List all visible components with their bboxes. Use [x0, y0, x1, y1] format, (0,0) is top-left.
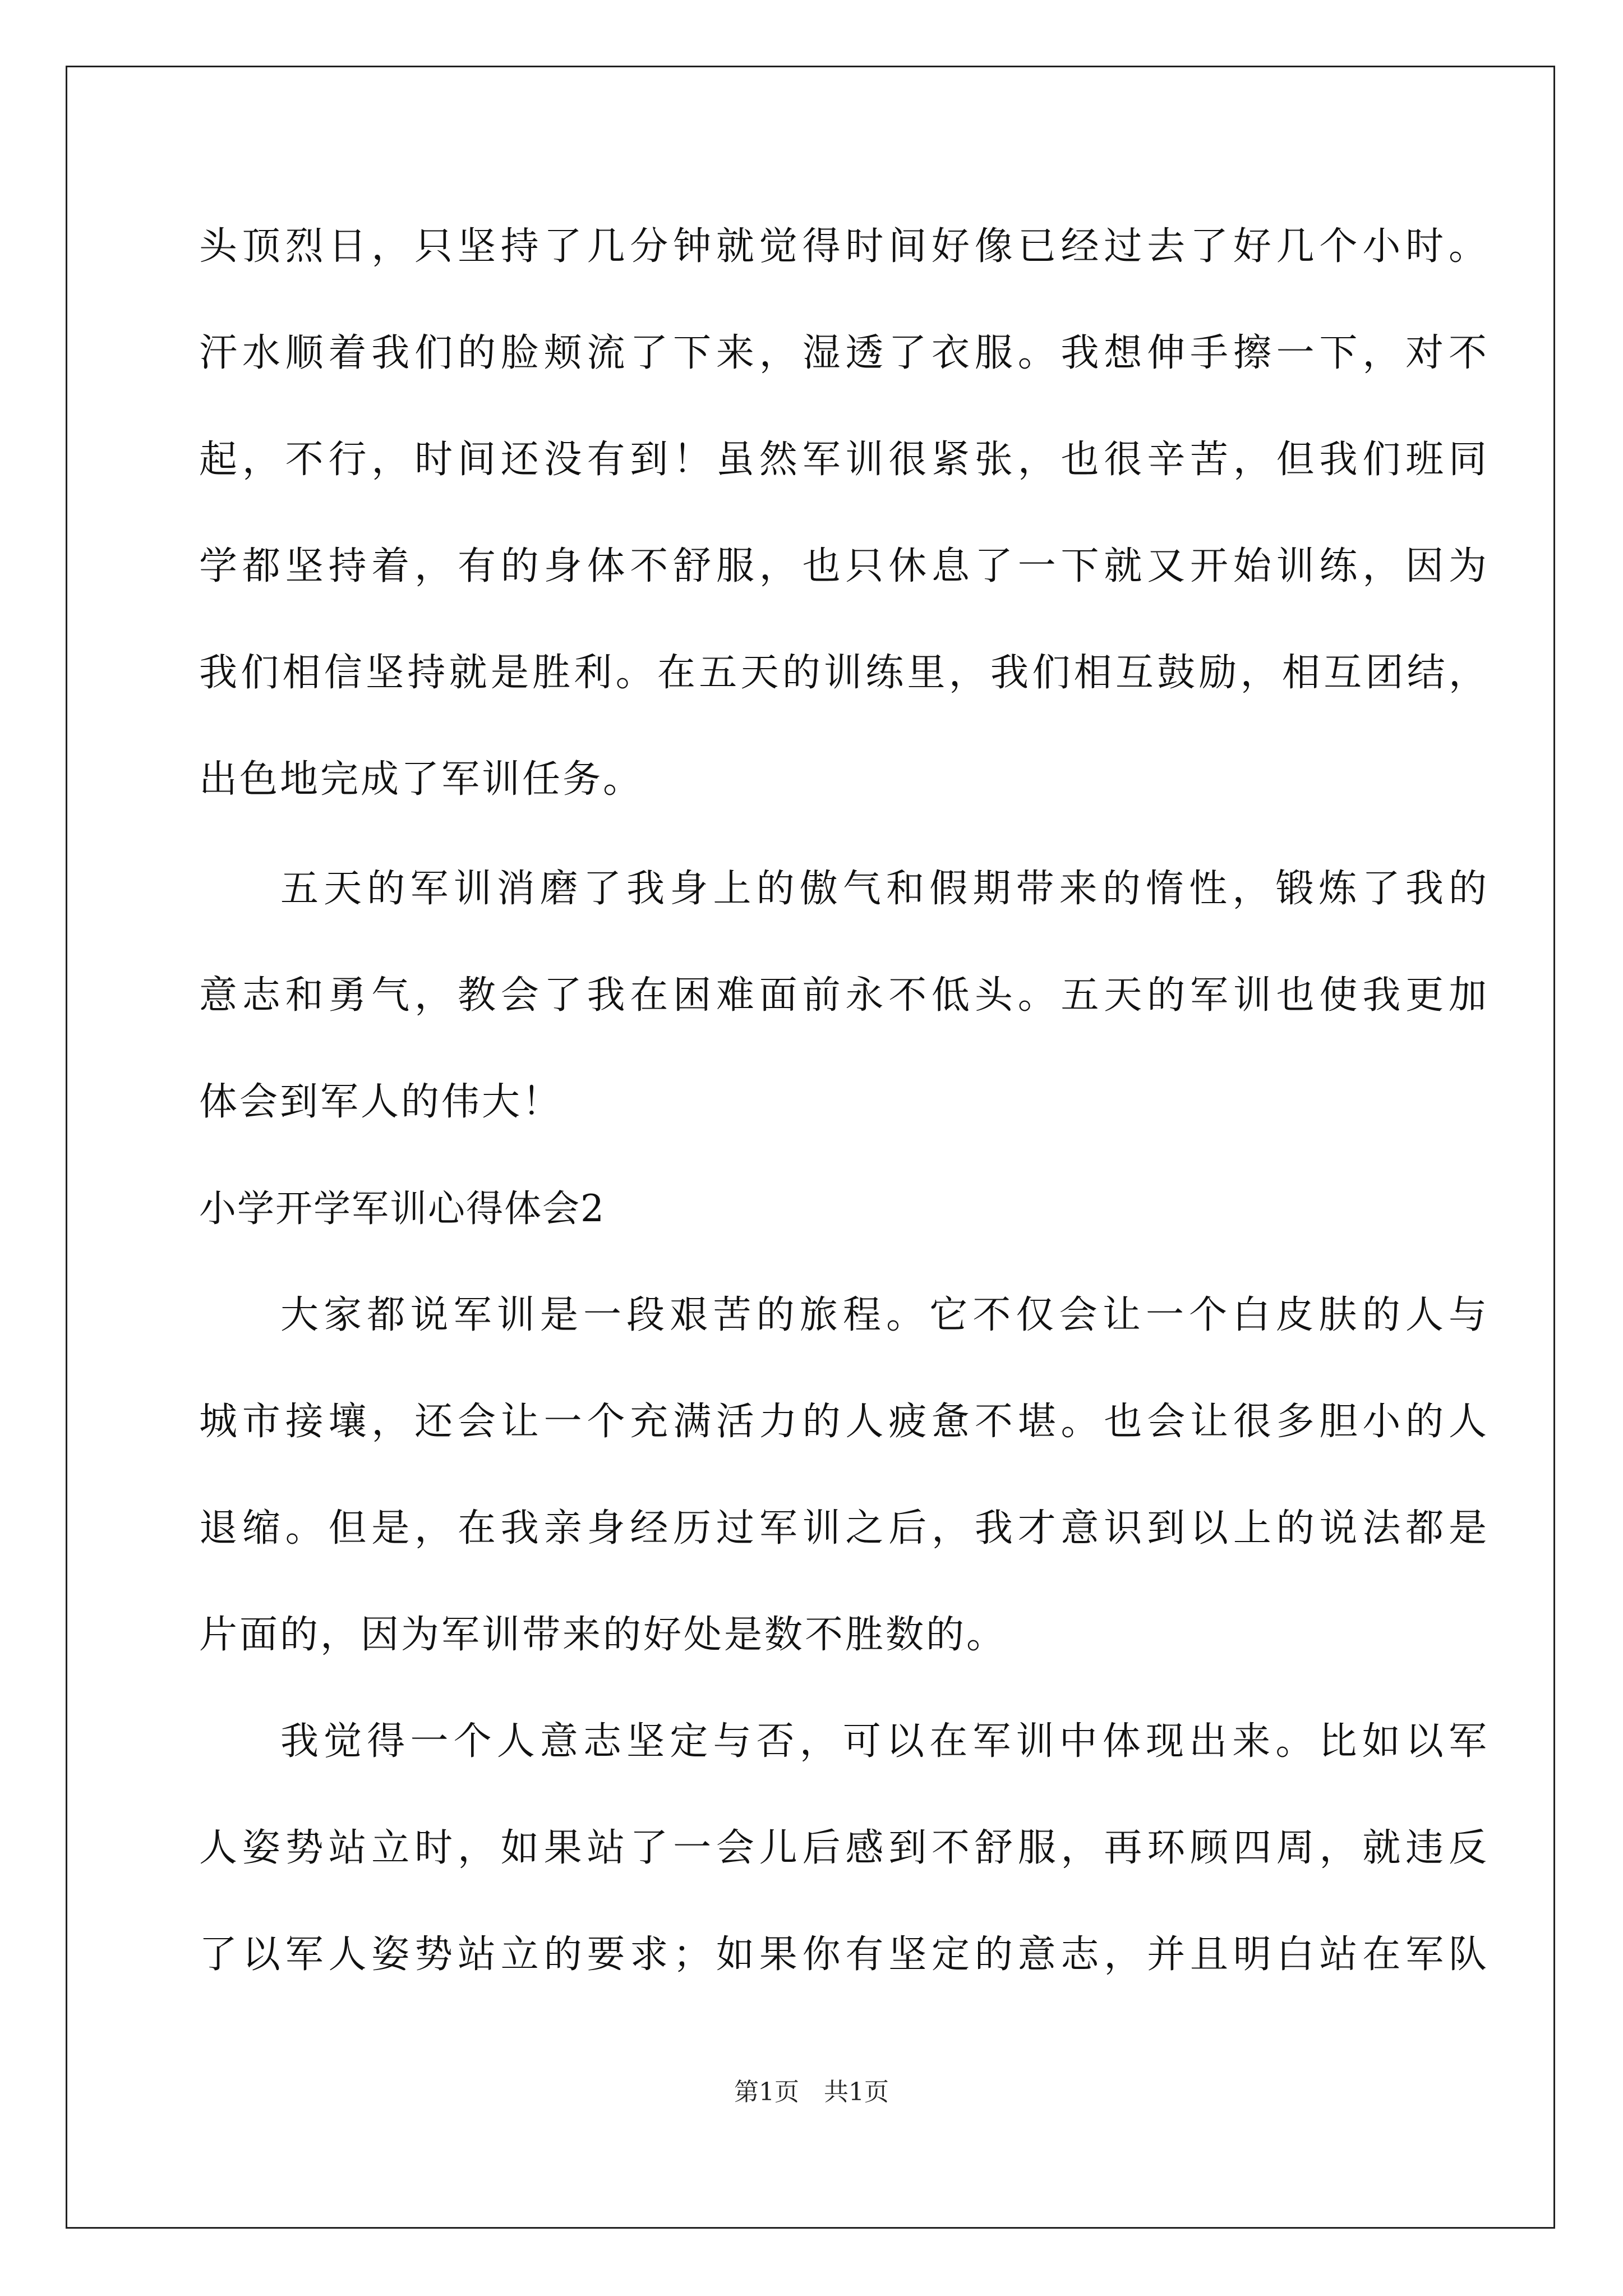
- paragraph-line: 体会到军人的伟大！: [199, 1080, 563, 1124]
- paragraph-line: 城市接壤，还会让一个充满活力的人疲惫不堪。也会让很多胆小的人: [199, 1400, 1489, 1444]
- paragraph-line: 起，不行，时间还没有到！虽然军训很紧张，也很辛苦，但我们班同: [199, 438, 1489, 482]
- paragraph-line: 头顶烈日，只坚持了几分钟就觉得时间好像已经过去了好几个小时。: [199, 224, 1489, 269]
- paragraph-line: 片面的，因为军训带来的好处是数不胜数的。: [199, 1613, 1007, 1657]
- section-heading: 小学开学军训心得体会2: [199, 1187, 605, 1230]
- paragraph-line: 出色地完成了军训任务。: [199, 757, 644, 802]
- paragraph-line: 汗水顺着我们的脸颊流了下来，湿透了衣服。我想伸手擦一下，对不: [199, 331, 1489, 375]
- paragraph-line: 五天的军训消磨了我身上的傲气和假期带来的惰性，锻炼了我的: [280, 867, 1489, 911]
- paragraph-line: 人姿势站立时，如果站了一会儿后感到不舒服，再环顾四周，就违反: [199, 1826, 1489, 1870]
- paragraph-line: 我们相信坚持就是胜利。在五天的训练里，我们相互鼓励，相互团结，: [199, 651, 1489, 695]
- paragraph-line: 退缩。但是，在我亲身经历过军训之后，我才意识到以上的说法都是: [199, 1506, 1489, 1550]
- paragraph-line: 了以军人姿势站立的要求；如果你有坚定的意志，并且明白站在军队: [199, 1932, 1489, 1977]
- paragraph-line: 大家都说军训是一段艰苦的旅程。它不仅会让一个白皮肤的人与: [280, 1293, 1489, 1337]
- paragraph-line: 意志和勇气，教会了我在困难面前永不低头。五天的军训也使我更加: [199, 973, 1489, 1018]
- page-number-footer: 第1页 共1页: [734, 2078, 889, 2106]
- page-border: [66, 66, 1555, 2229]
- paragraph-line: 我觉得一个人意志坚定与否，可以在军训中体现出来。比如以军: [280, 1719, 1489, 1764]
- paragraph-line: 学都坚持着，有的身体不舒服，也只休息了一下就又开始训练，因为: [199, 544, 1489, 588]
